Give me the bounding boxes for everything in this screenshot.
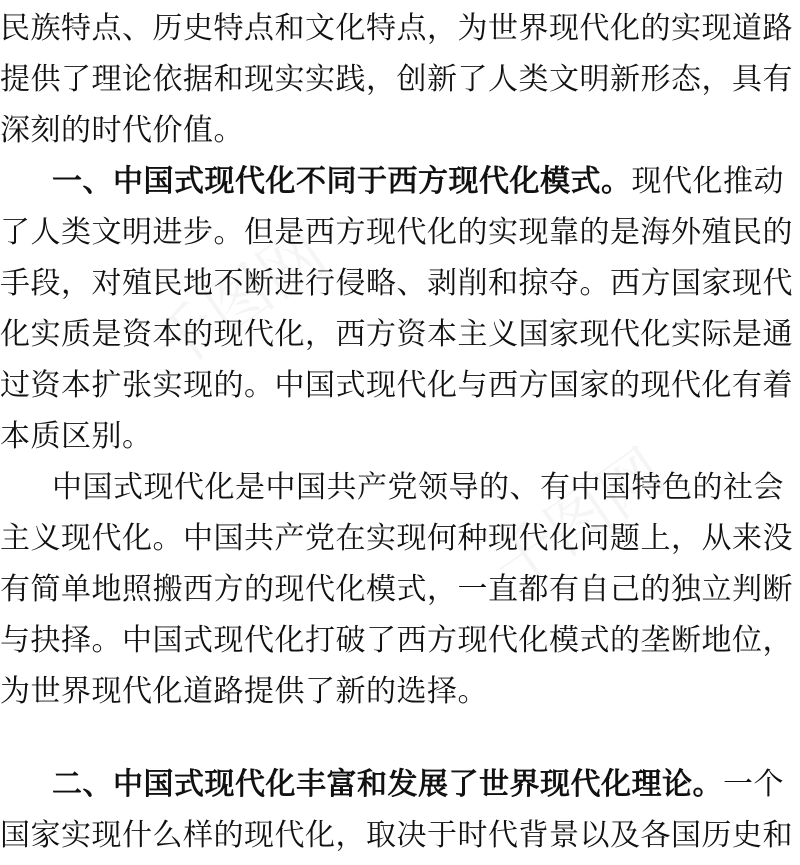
text-line: [0, 357, 800, 415]
line-text: 民族特点、历史特点和文化特点，为世界现代化的实现道路: [0, 11, 793, 46]
text-line: [0, 102, 800, 160]
line-text: 国家实现什么样的现代化，取决于时代背景以及各国历史和: [0, 818, 793, 853]
text-line: [0, 306, 800, 364]
text-line: [0, 204, 800, 262]
line-text: 化实质是资本的现代化，西方资本主义国家现代化实际是通: [0, 317, 793, 352]
text-line: [0, 561, 800, 619]
line-text: 过资本扩张实现的。中国式现代化与西方国家的现代化有着: [0, 368, 793, 403]
line-text: 一个: [723, 767, 784, 802]
line-text: 手段，对殖民地不断进行侵略、剥削和掠夺。西方国家现代: [0, 266, 793, 301]
line-text: 提供了理论依据和现实实践，创新了人类文明新形态，具有: [0, 62, 793, 97]
line-text: 本质区别。: [0, 419, 153, 454]
paragraph-first-line: [52, 459, 800, 517]
line-text: 深刻的时代价值。: [0, 113, 244, 148]
text-line: [0, 51, 800, 109]
line-text: 为世界现代化道路提供了新的选择。: [0, 674, 488, 709]
section-heading-line: [52, 756, 800, 814]
text-line: [0, 0, 800, 58]
line-text: 中国式现代化是中国共产党领导的、有中国特色的社会: [52, 470, 784, 505]
text-line: [0, 510, 800, 568]
text-line: [0, 408, 800, 466]
line-text: 现代化推动: [631, 164, 784, 199]
text-line: [0, 663, 800, 721]
line-text: 主义现代化。中国共产党在实现何种现代化问题上，从来没: [0, 521, 793, 556]
line-text: 有简单地照搬西方的现代化模式，一直都有自己的独立判断: [0, 572, 793, 607]
text-line: [0, 612, 800, 670]
text-line: [0, 807, 800, 865]
section-heading: 二、中国式现代化丰富和发展了世界现代化理论。: [52, 767, 723, 802]
line-text: 与抉择。中国式现代化打破了西方现代化模式的垄断地位，: [0, 623, 793, 658]
section-heading: 一、中国式现代化不同于西方现代化模式。: [52, 164, 632, 199]
line-text: 了人类文明进步。但是西方现代化的实现靠的是海外殖民的: [0, 215, 793, 250]
section-heading-line: [52, 153, 800, 211]
text-line: [0, 255, 800, 313]
